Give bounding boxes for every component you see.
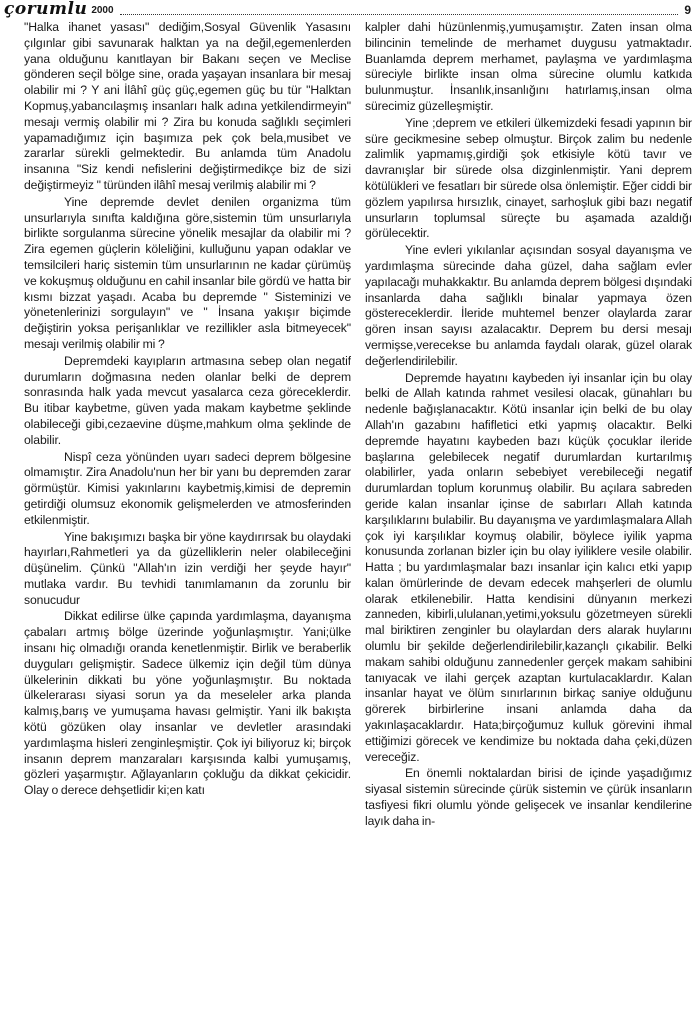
article-paragraph: Yine depremde devlet denilen organizma tüm unsurlarıyla sınıfta kaldığına göre,sistemin tüm unsurlarıyla birlikte sorgulanma sürecine yönelik mesajlar da olabilir mi ? Zira egemen güçlerin köleliğini, kulluğunu yapan odaklar ve temsilcileri hariç sistemin tüm unsurlarının ne kadar çürümüş ve kokuşmuş olduğunu en cahil insanlar bile gördü ve hatta bir kısmı bizzat yaşadı. Acaba bu depremde " Sisteminizi ve yönetenlerinizi sorgulayın" ve " İnsana yakışır biçimde değiştirin yoksa perişanlıklar ve rezillikler asla bitmeyecek" mesajı verilmiş olabilir mi ?: [24, 194, 351, 351]
left-column: [24, 20, 351, 1014]
article-paragraph: Depremdeki kayıpların artmasına sebep olan negatif durumların doğmasına neden olanlar belki de deprem sonrasında halk yada mevcut yasalarca ceza göreceklerdir. Bu itibar kaybetme, güven yada makam kaybetme şeklinde olabileceği gibi,cezaevine düşme,mahkum olma şeklinde de olabilir.: [24, 353, 351, 447]
article-paragraph: Nispî ceza yönünden uyarı sadeci deprem bölgesine olmamıştır. Zira Anadolu'nun her bir yanı bu depremden zarar görmüştür. Kimisi yakınlarını kaybetmiş,kimisi de depremin getirdiği olumsuz ekonomik gelişmelerden ve atmosferinden etkilenmiştir.: [24, 449, 351, 527]
article-paragraph: Yine bakışımızı başka bir yöne kaydırırsak bu olaydaki hayırları,Rahmetleri ya da güzelliklerin neler olabileceğini düşünelim. Çünkü "Allah'ın izin verdiği her şeyde hayır" mutlaka vardır. Bu tevhidi tanımlamanın da zorunlu bir sonucudur: [24, 529, 351, 607]
article-paragraph: kalpler dahi hüzünlenmiş,yumuşamıştır. Zaten insan olma bilincinin temelinde de merhamet duygusu yatmaktadır. Buanlamda deprem merhamet, paylaşma ve yardımlaşma süreciyle birlikte insan olma sürecine olumlu katkıda bulunmuştur. İnsanlık,insanlığını hatırlamış,insan olma sürecimiz güzelleşmiştir.: [365, 20, 692, 113]
masthead-logo: çorumlu: [4, 0, 88, 19]
page-number: 9: [684, 3, 691, 17]
article-paragraph: Yine ;deprem ve etkileri ülkemizdeki fesadi yapının bir süre gecikmesine sebep olmuştur. Birçok zalim bu nedenle zalimlik yapmamış,girdiği şok etkisiyle kötü tavır ve davranışlar bir sürede olsa dizginlenmiştir. Yani deprem kötülükleri ve fesatları bir sürede olsa önlemiştir. Eğer ciddi bir gözlem yapılırsa hırsızlık, cinayet, sarhoşluk gibi bazı negatif unsurların toplumsal süreçte bu aşamada azaldığı görülecektir.: [365, 115, 692, 241]
page-header: [4, 0, 691, 18]
article-paragraph: Depremde hayatını kaybeden iyi insanlar için bu olay belki de Allah katında rahmet vesilesi olacak, günahları bu nedenle bağışlanacaktır. Kötü insanlar için belki de bu olay Allah'ın gazabını hafifletici etki yapmış olacaktır. Belki depremde hayatını kaybeden bazı küçük çocuklar ileride başlarına gelebilecek negatif durumlardan kurtarılmış olabilirler, yada onların sebebiyet verebileceği negatif durumlardan toplum korunmuş olabilir. Bu açılara sabreden geride kalan insanlar içinse de sabırları Allah katında karşılıklarını bulabilir. Bu dayanışma ve yardımlaşmalara Allah çok iyi karşılıklar koymuş olabilir, böylece iyilik yapma konusunda zorlanan bizler için bu olay iyiliklere vesile olabilir. Hatta ; bu yardımlaşmalar bazı insanlar için kalıcı etki yapıp kalan ömürlerinde de devam edecek mahşerleri de olumlu olarak etkilenebilir. Hatta kendisini dünyanın merkezi zanneden, kibirli,ululanan,yetimi,yoksulu gözetmeyen sürekli mal biriktiren zenginler bu olaylardan ders alarak huylarını olumlu bir şekilde değerlendirilebilir,kazançlı çıkabilir. Belki makam sahibi olduğunu zannedenler gerçek makam sahibini tanıyacak ve ilahi gerçek azaptan kurtulacaklardır. Kalan insanlar hayat ve ölüm sınırlarının birkaç saniye olduğunu görerek birbirlerine insani anlamda daha da yakınlaşacaklardır. Hata;birçoğumuz kulluk görevini ihmal ettiğimizi görecek ve kendimize bu noktada daha çeki,düzen vereceğiz.: [365, 370, 692, 764]
article-paragraph: En önemli noktalardan birisi de içinde yaşadığımız siyasal sistemin sürecinde çürük sistemin ve çürük insanların tasfiyesi fikri olumlu yönde gelişecek ve insanlar kendilerine layık daha in-: [365, 766, 692, 828]
issue-year: 2000: [91, 5, 114, 16]
article-paragraph: Dikkat edilirse ülke çapında yardımlaşma, dayanışma çabaları artmış bölge üzerinde yoğunlaşmıştır. Yani;ülke insanı hiç olmadığı oranda kenetlenmiştir. Birlik ve beraberlik duyguları gelişmiştir. Sadece ülkemiz için değil tüm dünya ülkelerinin dikkati bu yöne yoğunlaşmıştır. Bu noktada ülkelerarası siyasi sorun ya da meseleler arka planda kalmış,barış ve yumuşama havası gelmiştir. Yani ilk bakışta kötü gözüken olay insanlar ve devletler arasındaki yardımlaşma hisleri zenginleşmiştir. Çok iyi biliyoruz ki; birçok insanın deprem manzaraları karşısında kalbi yumuşamış, gözleri yaşarmıştır. Ağlayanların çokluğu da dikkat çekicidir. Olay o derece dehşetlidir ki;en katı: [24, 609, 351, 798]
header-dotted-rule: [120, 14, 679, 15]
article-columns: [24, 20, 692, 1014]
right-column: [365, 20, 692, 1014]
article-paragraph: Yine evleri yıkılanlar açısından sosyal dayanışma ve yardımlaşma sürecinde daha güzel, daha sağlam evler yapılacağı muhakkaktır. Bu anlamda deprem bölgesi dışındaki insanlarda daha sağlıklı binalar yapmaya özen göstereceklerdir. İleride muhtemel benzer olaylarda zarar gören insan sayısı azalacaktır. Deprem bu dersi mesajı vermişse,verecekse bu anlamda faydalı olarak, güzel olarak değerlendirilebilir.: [365, 243, 692, 368]
article-paragraph: "Halka ihanet yasası" dediğim,Sosyal Güvenlik Yasasını çılgınlar gibi savunarak halktan ya na değil,egemenlerden yana olduğunu kanıtlayan bir Bakanı seçen ve Meclise gönderen seçil bölge sine, orada yaşayan insanlara bir mesaj olabilir mi ? Y ani İlâhî güç güç,egemen güç bu tür "Halktan Kopmuş,yabancılaşmış insanları halk adına yetkilendirmeyin" mesajı vermiş olabilir mi ? Zira bu konuda sağlıklı seçimleri yapamadığımız için başımıza pek çok bela,musibet ve zararlar sürekli gelmektedir. Bu anlamda tüm Anadolu insanına "Siz kendi nefislerini değiştirmedikçe biz de sizi değiştirmeyiz " türünden ilâhî mesaj verilmiş alabilir mi ?: [24, 20, 351, 192]
